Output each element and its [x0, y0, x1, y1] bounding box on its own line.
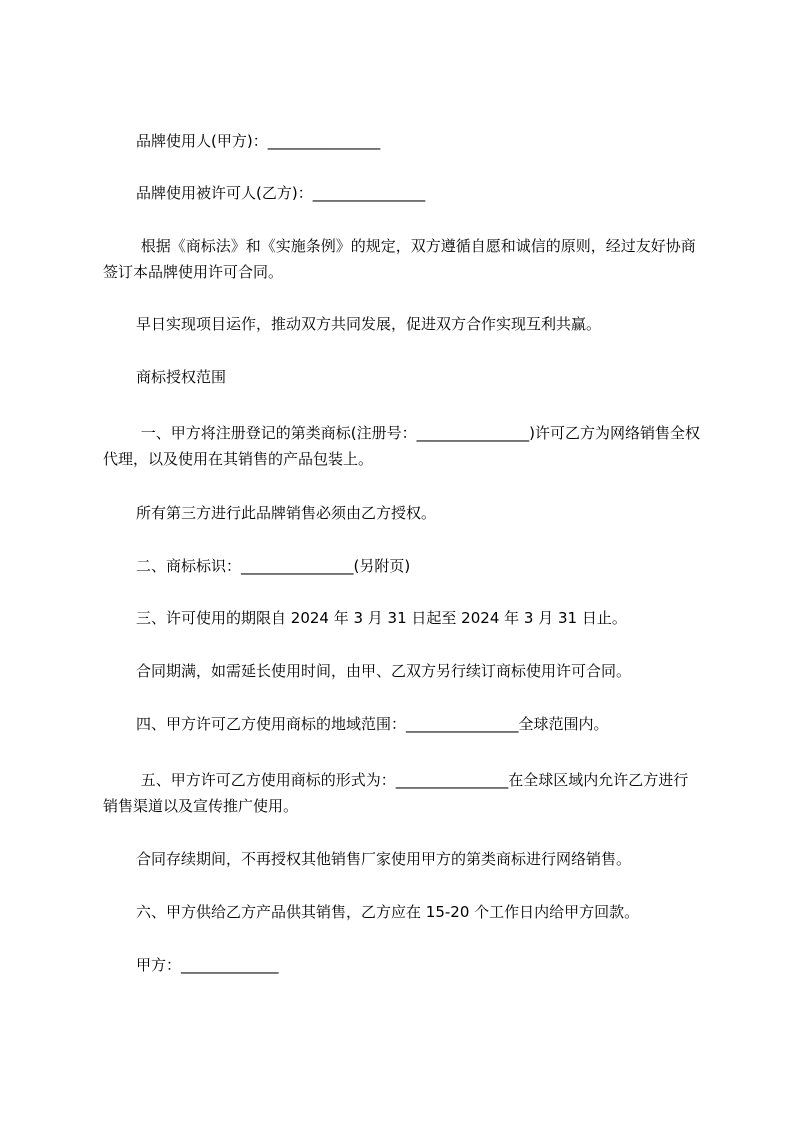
cooperation-goal-paragraph: 早日实现项目运作，推动双方共同发展，促进双方合作实现互利共赢。 [136, 315, 602, 333]
party-b-licensee-line: 品牌使用被许可人(乙方)：_______________ [136, 184, 426, 202]
contract-basis-paragraph: 根据《商标法》和《实施条例》的规定，双方遵循自愿和诚信的原则，经过友好协商签订本品牌使用许可合同。 [103, 237, 696, 281]
clause-1-paragraph: 一、甲方将注册登记的第类商标(注册号：_______________)许可乙方为网络销售全权代理，以及使用在其销售的产品包装上。 [103, 424, 700, 468]
clause-2-trademark-logo: 二、商标标识：_______________(另附页) [136, 557, 411, 575]
party-a-brand-user-line: 品牌使用人(甲方)：_______________ [136, 132, 381, 150]
third-party-authorization-paragraph: 所有第三方进行此品牌销售必须由乙方授权。 [136, 504, 437, 522]
clause-5-usage-form: 五、甲方许可乙方使用商标的形式为：_______________在全球区域内允许乙方进行销售渠道以及宣传推广使用。 [103, 771, 689, 815]
trademark-scope-heading: 商标授权范围 [136, 368, 227, 386]
clause-4-territory: 四、甲方许可乙方使用商标的地域范围：_______________全球范围内。 [136, 715, 609, 733]
clause-6-payment: 六、甲方供给乙方产品供其销售，乙方应在 15-20 个工作日内给甲方回款。 [136, 903, 640, 921]
clause-3-license-term: 三、许可使用的期限自 2024 年 3 月 31 日起至 2024 年 3 月 31 日止。 [136, 609, 627, 627]
contract-renewal-paragraph: 合同期满，如需延长使用时间，由甲、乙双方另行续订商标使用许可合同。 [136, 662, 632, 680]
party-a-signature-line: 甲方：_____________ [136, 956, 279, 974]
exclusivity-paragraph: 合同存续期间，不再授权其他销售厂家使用甲方的第类商标进行网络销售。 [136, 850, 632, 868]
